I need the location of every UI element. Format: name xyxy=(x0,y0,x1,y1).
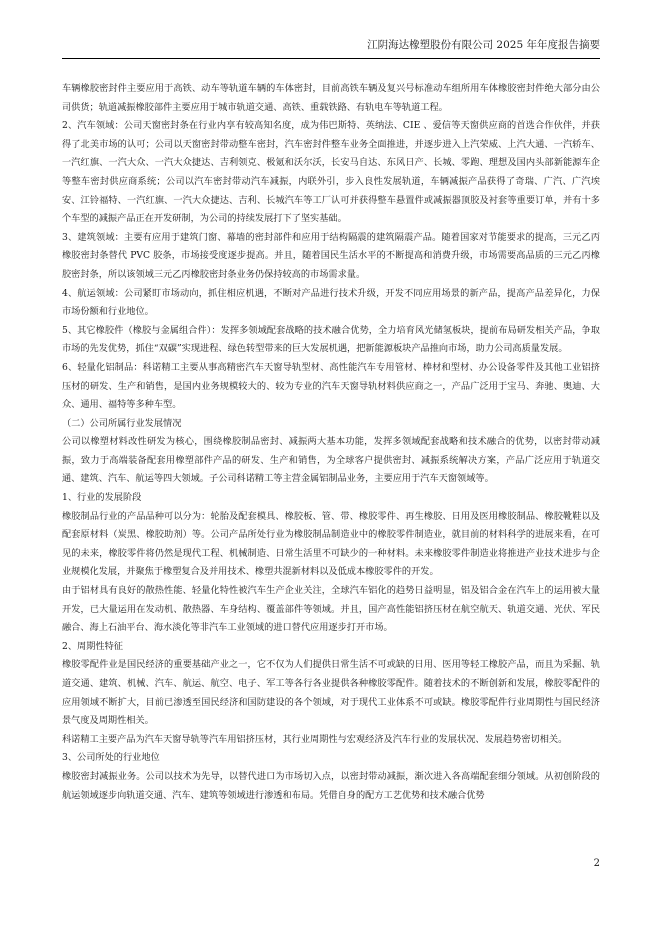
report-body xyxy=(62,80,600,805)
paragraph-cyclicality: 橡胶零配件业是国民经济的重要基础产业之一，它不仅为人们提供日常生活不可或缺的日用、医用等轻工橡胶产品，而且为采掘、轨道交通、建筑、机械、汽车、航运、航空、电子、军工等各行各业提供各种橡胶零配件。随着技术的不断创新和发展，橡胶零配件的应用领域不断扩大，目前已渗透至国民经济和国防建设的各个领域，对于现代工业体系不可或缺。橡胶零配件行业周期性与国民经济景气度及周期性相关。 xyxy=(62,659,600,727)
paragraph-shipping: 4、航运领域：公司紧盯市场动向，抓住相应机遇，不断对产品进行技术升级，开发不同应用场景的新产品，提高产品差异化，力保市场份额和行业地位。 xyxy=(62,287,600,318)
paragraph-development-stage: 橡胶制品行业的产品品种可以分为：轮胎及配套模具、橡胶板、管、带、橡胶零件、再生橡胶、日用及医用橡胶制品、橡胶靴鞋以及配套原材料（炭黑、橡胶助剂）等。公司产品所处行业为橡胶制品制造业中的橡胶零件制造业，就目前的材料科学的进展来看，在可见的未来，橡胶零件将仍然是现代工程、机械制造、日常生活里不可缺少的一种材料。未来橡胶零件制造业将推进产业技术进步与企业规模化发展，并聚焦于橡塑复合及并用技术、橡塑共混新材料以及低成本橡胶零件的开发。 xyxy=(62,510,600,578)
paragraph-rail-sealing: 车辆橡胶密封件主要应用于高铁、动车等轨道车辆的车体密封，目前高铁车辆及复兴号标准动车组所用车体橡胶密封件绝大部分由公司供货；轨道减振橡胶部件主要应用于城市轨道交通、高铁、重载铁路、有轨电车等轨道工程。 xyxy=(62,83,600,113)
paragraph-aluminum-trend: 由于铝材具有良好的散热性能、轻量化特性被汽车生产企业关注，全球汽车铝化的趋势日益明显，铝及铝合金在汽车上的运用被大量开发，已大量运用在发动机、散热器、车身结构、覆盖部件等领域。并且，国产高性能铝挤压材在航空航天、轨道交通、光伏、军民融合、海上石油平台、海水淡化等非汽车工业领域的进口替代应用逐步打开市场。 xyxy=(62,585,600,634)
paragraph-other-rubber: 5、其它橡胶件（橡胶与金属组合件）：发挥多领域配套战略的技术融合优势，全力培育风光储氢板块，提前布局研发相关产品，争取市场的先发优势，抓住“双碳”实现进程、绿色转型带来的巨大发展机遇，把新能源板块产品推向市场，助力公司高质量发展。 xyxy=(62,324,600,355)
page-number: 2 xyxy=(593,858,600,869)
subheading-industry-position: 3、公司所处的行业地位 xyxy=(62,752,160,764)
paragraph-construction: 3、建筑领域：主要有应用于建筑门窗、幕墙的密封部件和应用于结构隔震的建筑隔震产品。随着国家对节能要求的提高，三元乙丙橡胶密封条替代 PVC 胶条，市场接受度逐步提高。并且，随着国民生活水平的不断提高和消费升级，市场需要高品质的三元乙丙橡胶密封条，所以该领域三元乙丙橡胶密封条业务仍保持较高的市场需求量。 xyxy=(62,231,600,280)
paragraph-aluminum: 6、轻量化铝制品：科诺精工主要从事高精密汽车天窗导轨型材、高性能汽车专用管材、棒材和型材、办公设备零件及其他工业铝挤压材的研发、生产和销售，是国内业务规模较大的、较为专业的汽车天窗导轨材料供应商之一，产品广泛用于宝马、奔驰、奥迪、大众、通用、福特等多种车型。 xyxy=(62,361,600,411)
paragraph-industry-overview: 公司以橡塑材料改性研发为核心，围绕橡胶制品密封、减振两大基本功能，发挥多领域配套战略和技术融合的优势，以密封带动减振，致力于高端装备配套用橡塑部件产品的研发、生产和销售，为全球客户提供密封、减振系统解决方案，产品广泛应用于轨道交通、建筑、汽车、航运等四大领域。子公司科诺精工等主营金属铝制品业务，主要应用于汽车天窗领域等。 xyxy=(62,436,600,485)
subheading-development-stage: 1、行业的发展阶段 xyxy=(62,492,142,504)
paragraph-kenuo-cyclicality: 科诺精工主要产品为汽车天窗导轨等汽车用铝挤压材，其行业周期性与宏观经济及汽车行业的发展状况、发展趋势密切相关。 xyxy=(62,733,568,745)
paragraph-industry-position: 橡胶密封减振业务。公司以技术为先导，以替代进口为市场切入点，以密封带动减振，渐次进入各高端配套细分领域。从初创阶段的航运领域逐步向轨道交通、汽车、建筑等领域进行渗透和布局。凭借自身的配方工艺优势和技术融合优势 xyxy=(62,770,600,801)
subheading-cyclicality: 2、周期性特征 xyxy=(62,640,123,652)
header-divider xyxy=(62,58,600,59)
paragraph-automotive: 2、汽车领域：公司天窗密封条在行业内享有较高知名度，成为伟巴斯特、英纳法、CIE 、爱信等天窗供应商的首选合作伙伴，并获得了北美市场的认可；公司以天窗密封带动整车密封，汽车密封件整车业务全面推进，并逐步进入上汽荣威、上汽大通、一汽轿车、一汽红旗、一汽大众、一汽大众捷达、吉利领克、极氪和沃尔沃，长安马自达、东风日产、长城、零跑、理想及国内头部新能源车企等整车密封供应商系统；公司以汽车密封带动汽车减振，内联外引，步入良性发展轨道，车辆减振产品获得了奇瑞、广汽、广汽埃安、江铃福特、一汽红旗、一汽大众捷达、吉利、长城汽车等工厂认可并获得整车悬置件或减振器顶胶及衬套等重要订单，并有十多个车型的减振产品正在开发研制，为公司的持续发展打下了坚实基础。 xyxy=(62,120,600,225)
report-header: 江阴海达橡塑股份有限公司 2025 年年度报告摘要 xyxy=(367,39,600,51)
section-heading-industry: （二）公司所属行业发展情况 xyxy=(62,417,182,429)
